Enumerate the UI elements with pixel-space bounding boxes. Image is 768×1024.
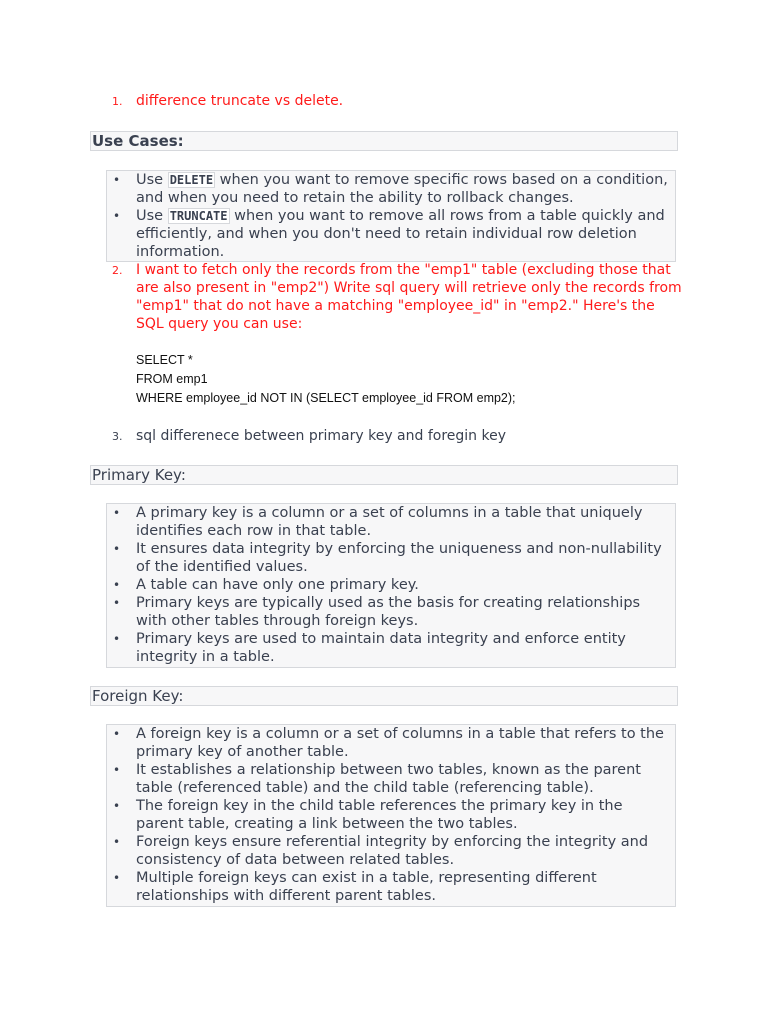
list-item: • It ensures data integrity by enforcing the uniqueness and non-nullability of the identified values. <box>113 541 662 575</box>
foreign-key-box <box>106 724 676 907</box>
sql-line-2: FROM emp1 <box>136 372 208 386</box>
list-item: • A foreign key is a column or a set of columns in a table that refers to the primary key of another table. <box>113 726 664 760</box>
bullet-glyph: • <box>113 799 121 813</box>
delete-keyword: DELETE <box>169 173 214 187</box>
bullet-glyph: • <box>113 542 121 556</box>
list-number: 1. <box>112 95 123 108</box>
bullet-glyph: • <box>113 871 121 885</box>
sql-line-3: WHERE employee_id NOT IN (SELECT employee_id FROM emp2); <box>136 391 516 405</box>
list-item-1 <box>112 92 682 110</box>
sql-line-1: SELECT * <box>136 353 193 367</box>
bullet-glyph: • <box>113 578 121 592</box>
list-item: • It establishes a relationship between two tables, known as the parent table (referenced table) and the child table (referencing table). <box>113 762 641 796</box>
list-item-text: difference truncate vs delete. <box>136 93 344 109</box>
list-item: • A table can have only one primary key. <box>113 577 419 593</box>
list-item: • Primary keys are used to maintain data integrity and enforce entity integrity in a table. <box>113 631 626 665</box>
foreign-key-heading: Foreign Key: <box>90 686 678 706</box>
list-item: • Multiple foreign keys can exist in a table, representing different relationships with different parent tables. <box>113 870 597 904</box>
bullet-glyph: • <box>113 632 121 646</box>
bullet-glyph: • <box>113 173 121 187</box>
list-number: 3. <box>112 430 123 443</box>
list-item: • Foreign keys ensure referential integrity by enforcing the integrity and consistency of data between related tables. <box>113 834 649 868</box>
bullet-glyph: • <box>113 727 121 741</box>
bullet-glyph: • <box>113 506 121 520</box>
bullet-glyph: • <box>113 209 121 223</box>
primary-key-box <box>106 503 676 668</box>
use-cases-box <box>106 170 676 262</box>
list-item-2 <box>112 261 682 333</box>
list-item: • The foreign key in the child table references the primary key in the parent table, creating a link between the two tables. <box>113 798 623 832</box>
bullet-glyph: • <box>113 763 121 777</box>
bullet-glyph: • <box>113 835 121 849</box>
use-case-truncate: • Use TRUNCATE when you want to remove all rows from a table quickly and efficiently, and when you don't need to retain individual row deletion information. <box>113 208 665 260</box>
use-case-delete: • Use DELETE when you want to remove specific rows based on a condition, and when you need to retain the ability to rollback changes. <box>113 172 668 206</box>
primary-key-heading: Primary Key: <box>90 465 678 485</box>
truncate-keyword: TRUNCATE <box>169 209 228 223</box>
list-item-text: sql differenece between primary key and foregin key <box>136 428 507 444</box>
bullet-glyph: • <box>113 596 121 610</box>
list-item-text: I want to fetch only the records from the "emp1" table (excluding those that are also present in "emp2") Write sql query will retrieve only the records from "emp1" that do not have a matching "employee_id" in "emp2." Here's the SQL query you can use: <box>136 262 682 332</box>
list-item-3 <box>112 427 682 445</box>
sql-query <box>136 351 676 408</box>
use-cases-heading: Use Cases: <box>90 131 678 151</box>
list-number: 2. <box>112 264 123 277</box>
list-item: • Primary keys are typically used as the basis for creating relationships with other tables through foreign keys. <box>113 595 641 629</box>
list-item: • A primary key is a column or a set of columns in a table that uniquely identifies each row in that table. <box>113 505 643 539</box>
